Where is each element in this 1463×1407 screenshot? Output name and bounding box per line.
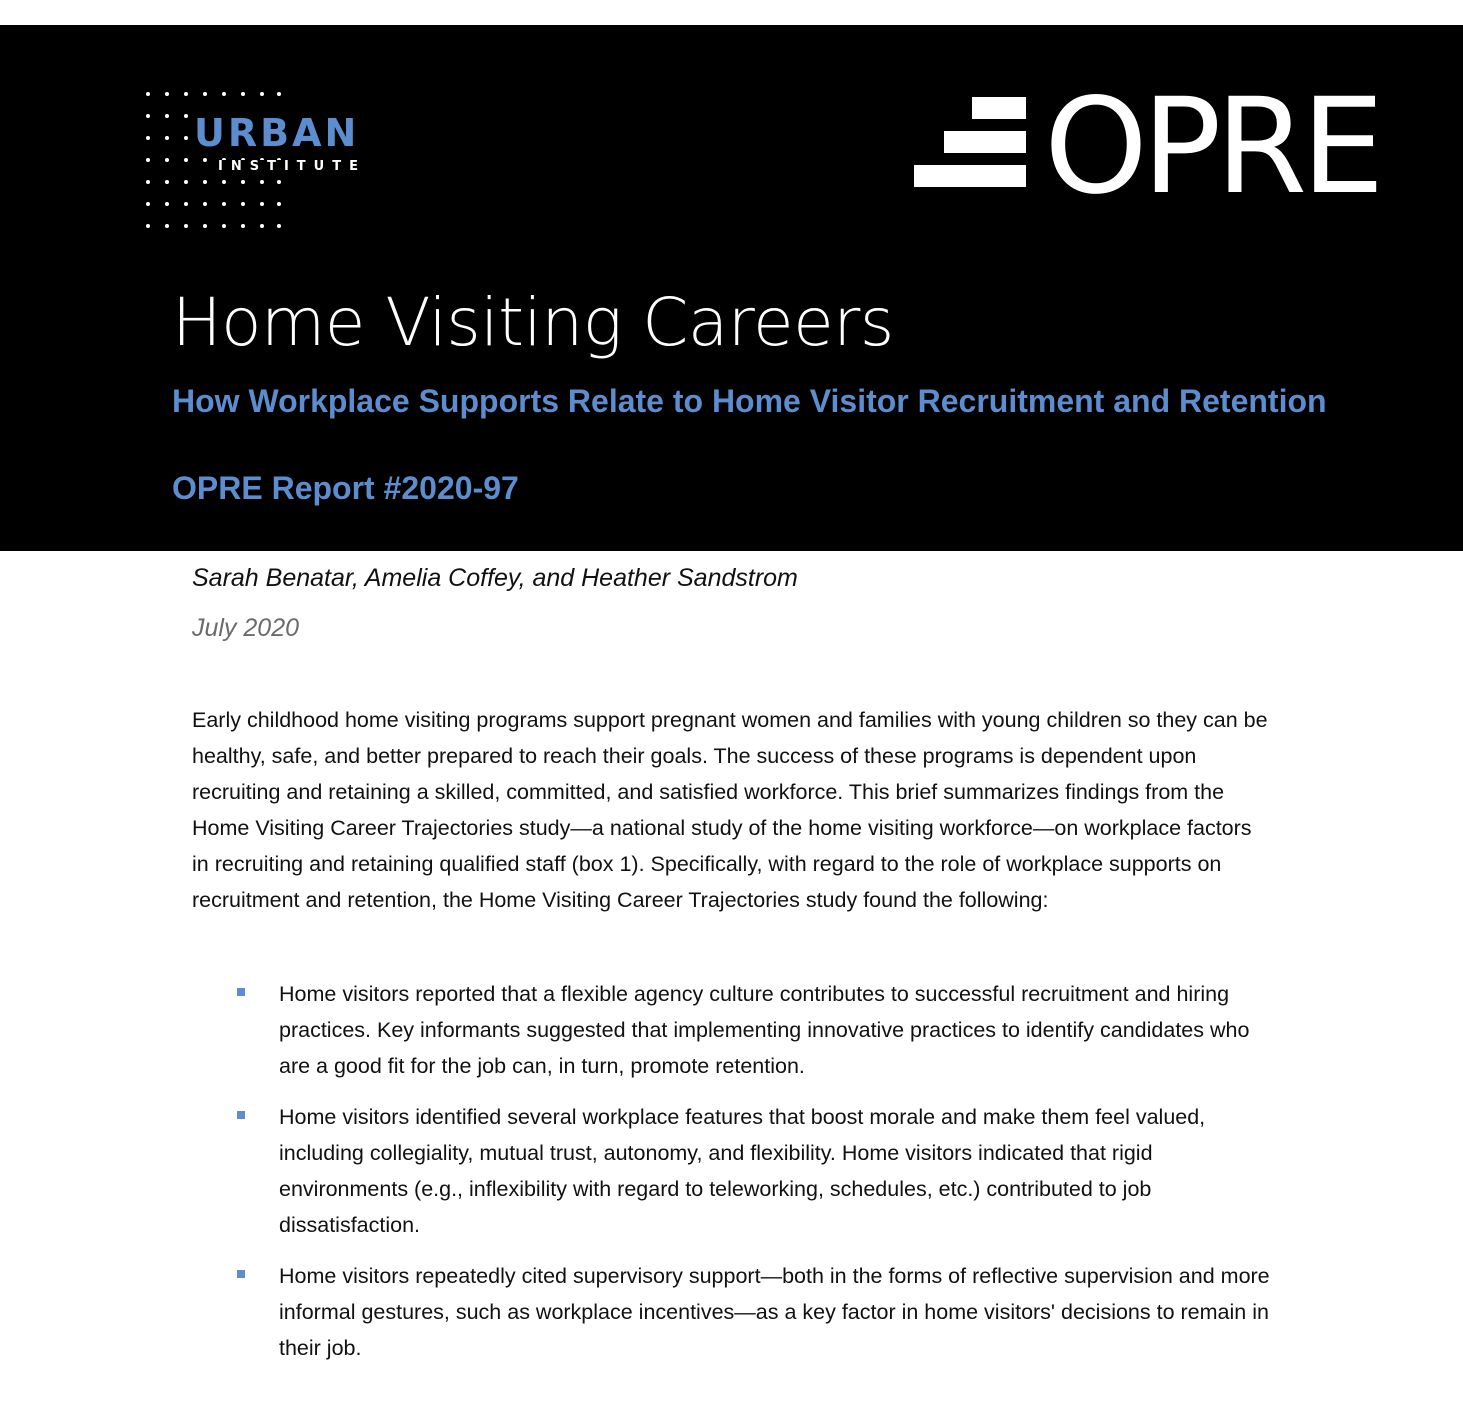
square-bullet-icon [237, 1270, 245, 1278]
opre-stripe-icon [914, 165, 1026, 187]
opre-wordmark: OPRE [1044, 70, 1379, 224]
page-title: Home Visiting Careers [172, 284, 894, 361]
opre-stripe-icon [972, 97, 1026, 119]
intro-paragraph: Early childhood home visiting programs support pregnant women and families with young children so they can be healthy, safe, and better prepared to reach their goals. The success of these programs is dependent upon recruiting and retaining a skilled, committed, and satisfied workforce. This brief summarizes findings from the Home Visiting Career Trajectories study—a national study of the home visiting workforce—on workplace factors in recruiting and retaining qualified staff (box 1). Specifically, with regard to the role of workplace supports on recruitment and retention, the Home Visiting Career Trajectories study found the following: [192, 708, 1268, 912]
publication-date: July 2020 [192, 614, 300, 642]
finding-text: Home visitors repeatedly cited supervisory support—both in the forms of reflective supervision and more informal gestures, such as workplace incentives—as a key factor in home visitors' decisions to remain in their job. [279, 1264, 1270, 1360]
findings-list [192, 976, 1282, 1381]
list-item [192, 1099, 1282, 1243]
finding-text: Home visitors identified several workplace features that boost morale and make them feel valued, including collegiality, mutual trust, autonomy, and flexibility. Home visitors indicated that rigid environments (e.g., inflexibility with regard to teleworking, schedules, etc.) contributed to job dissatisfaction. [279, 1105, 1206, 1237]
report-number: OPRE Report #2020-97 [172, 470, 519, 506]
opre-logo [914, 70, 1379, 224]
opre-stripe-icon [944, 131, 1026, 153]
square-bullet-icon [237, 1111, 245, 1119]
list-item [192, 976, 1282, 1084]
list-item [192, 1258, 1282, 1366]
urban-institute-logo [140, 91, 390, 231]
square-bullet-icon [237, 988, 245, 996]
institute-wordmark: INSTITUTE [215, 160, 369, 173]
authors: Sarah Benatar, Amelia Coffey, and Heather Sandstrom [192, 564, 798, 592]
urban-wordmark: URBAN [194, 111, 360, 155]
finding-text: Home visitors reported that a flexible agency culture contributes to successful recruitment and hiring practices. Key informants suggested that implementing innovative practices to identify candidates who are a good fit for the job can, in turn, promote retention. [279, 982, 1250, 1078]
page-subtitle: How Workplace Supports Relate to Home Visitor Recruitment and Retention [172, 383, 1327, 419]
